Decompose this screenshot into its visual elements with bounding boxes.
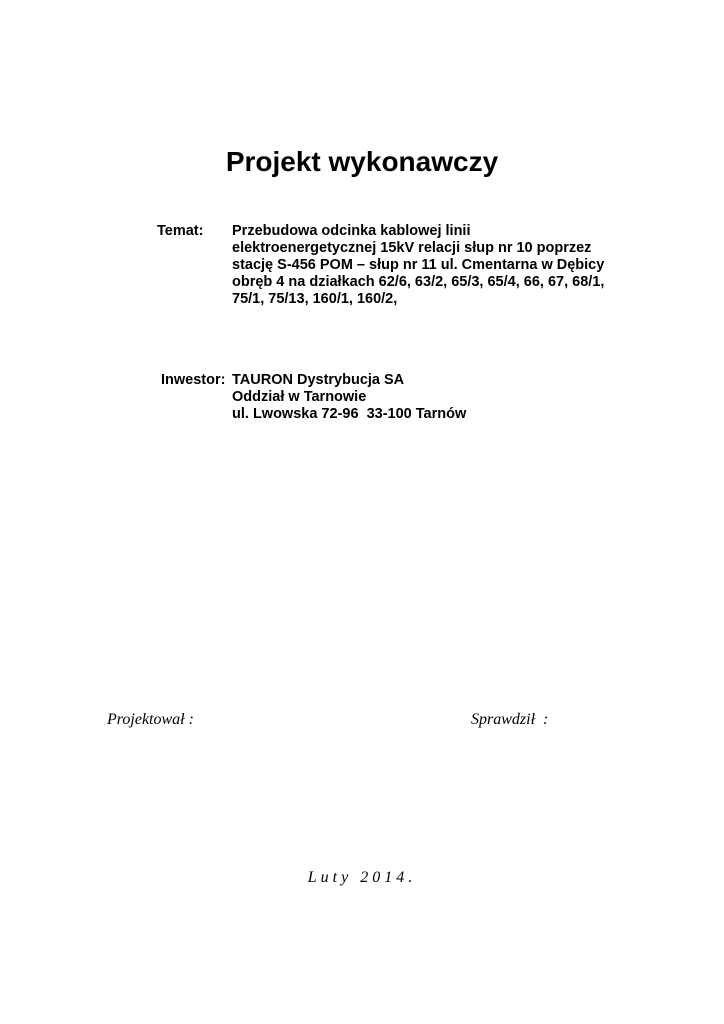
topic-label: Temat:	[157, 223, 204, 239]
investor-line: TAURON Dystrybucja SA	[232, 372, 405, 388]
document-date: Luty 2014.	[307, 869, 417, 886]
designed-by-label: Projektował :	[107, 711, 194, 728]
topic-line: Przebudowa odcinka kablowej linii	[232, 223, 471, 239]
topic-line: stację S-456 POM – słup nr 11 ul. Cmentarna w Dębicy	[232, 257, 605, 273]
investor-text	[232, 372, 632, 423]
investor-line: ul. Lwowska 72-96 33-100 Tarnów	[232, 406, 467, 422]
topic-line: elektroenergetycznej 15kV relacji słup nr 10 poprzez	[232, 240, 592, 256]
topic-line: obręb 4 na działkach 62/6, 63/2, 65/3, 65/4, 66, 67, 68/1,	[232, 274, 605, 290]
checked-by-label: Sprawdził :	[471, 711, 549, 728]
topic-text	[232, 223, 652, 308]
investor-label: Inwestor:	[161, 372, 226, 388]
topic-line: 75/1, 75/13, 160/1, 160/2,	[232, 291, 398, 307]
document-title	[0, 144, 724, 180]
document-title-text: Projekt wykonawczy	[225, 146, 499, 177]
investor-line: Oddział w Tarnowie	[232, 389, 367, 405]
